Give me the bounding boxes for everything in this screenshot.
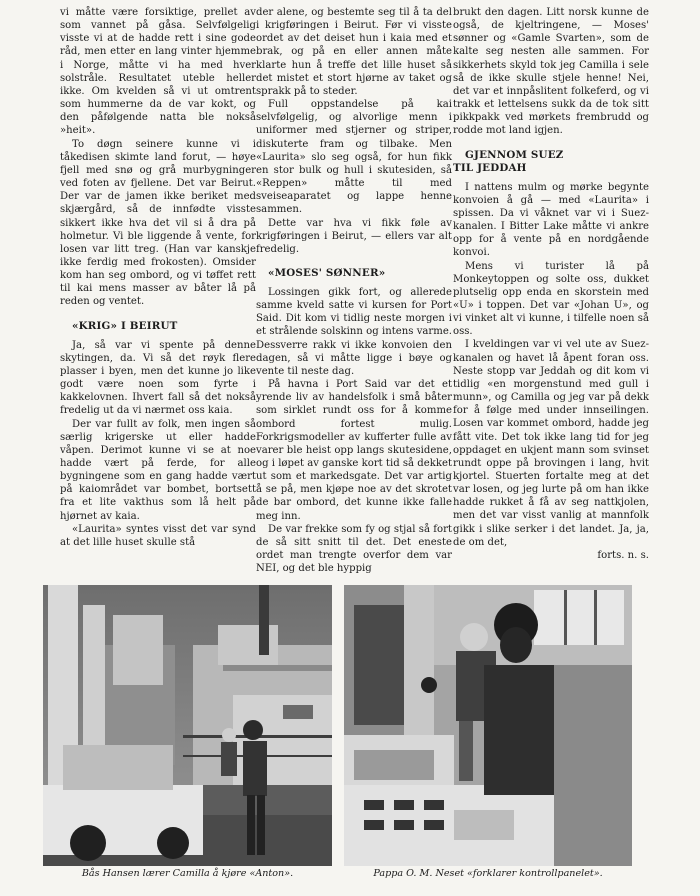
section-heading-moses: «MOSES' SØNNER»	[268, 266, 386, 279]
paragraph: De var frekke som fy og stjal så fort de så sitt snitt til det. Det eneste ordet man trengte overfor dem var NEI, og det ble hyppig	[256, 523, 452, 575]
photo-forklift	[43, 585, 332, 866]
paragraph: Mens vi turister lå på Monkeytoppen og solte oss, dukket plutselig opp enda en skorstein med «U» i toppen. Det var «Johan U», og vi vinket alt vi kunne, i tilfelle noen så oss.	[453, 260, 649, 338]
forklift-photo-image	[43, 585, 332, 866]
paragraph: Full oppstandelse på kai selvfølgelig, og alvorlige menn i uniformer med stjerner og striper, diskuterte fram og tilbake. Men «Laurita» slo seg også, for hun fikk en stor bulk og hull i skutesiden, så «Reppen» måtte til med sveiseaparatet og lappe henne sammen.	[256, 99, 452, 216]
section-heading-beirut: «KRIG» I BEIRUT	[72, 319, 178, 332]
paragraph: der alene, og bestemte seg til å ta del i krigføringen i Beirut. Før vi visste ordet av det deiset hun i kaia med et brak, og på en eller annen måte klarte hun å treffe det lille huset så det mistet et stort hjørne av taket og sprakk på to steder.	[256, 7, 452, 97]
paragraph: På havna i Port Said var det et yrende liv av handelsfolk i små båter som sirklet rundt oss for å komme ombord fortest mulig. Forkrigsmodeller av kufferter fulle av varer ble heist opp langs skutesidene, og i løpet av ganske kort tid så dekket ut som et markedsgate. Det var artig å se på, men kjøpe noe av det skrotet de bar ombord, det kunne ikke falle meg inn.	[256, 379, 452, 522]
photo-control-panel	[344, 585, 632, 866]
column-2	[256, 6, 452, 575]
paragraph: vi måtte være forsiktige, prellet av som vannet på gåsa. Selvfølgelig visste vi at de hadde rett i sine gode råd, men etter en lang vinter hjemme i Norge, måtte vi ha med hver solstråle. Resultatet uteble heller ikke. Om kvelden så vi ut omtrent som hummerne da de var kokt, og den påfølgende natta ble nokså »heit».	[60, 7, 256, 137]
caption-left: Bås Hansen lærer Camilla å kjøre «Anton».	[81, 868, 294, 879]
control-panel-photo-image	[344, 585, 632, 866]
continued-note: forts. n. s.	[597, 549, 649, 561]
paragraph: Lossingen gikk fort, og allerede samme kveld satte vi kursen for Port Said. Dit kom vi tidlig neste morgen i et strålende solskinn og intens varme. Dessverre rakk vi ikke konvoien den dagen, så vi måtte ligge i bøye og vente til neste dag.	[256, 286, 452, 377]
paragraph: To døgn seinere kunne vi i tåkedisen skimte land forut, — høye fjell med snø og grå murbygninger ved foten av fjellene. Det var Beirut. Der var de jamen ikke beriket med skjærgård, så de innfødte visste sikkert ikke hva det vil si å dra på holmetur. Vi ble liggende å vente, for losen var litt treg. (Han var kanskje ikke ferdig med frokosten). Omsider kom han seg ombord, og vi tøffet rett til kai mens masser av båter lå på reden og ventet.	[60, 138, 256, 308]
caption-right: Pappa O. M. Neset «forklarer kontrollpanelet».	[373, 868, 603, 879]
paragraph: «Laurita» syntes visst det var synd at det lille huset skulle stå	[60, 523, 256, 548]
column-3	[453, 6, 649, 562]
paragraph: I nattens mulm og mørke begynte konvoien å gå — med «Laurita» i spissen. Da vi våknet var vi i Suez-kanalen. I Bitter Lake måtte vi ankre opp for å vente på en nordgående konvoi.	[453, 181, 649, 259]
paragraph: Der var fullt av folk, men ingen så særlig krigerske ut eller hadde våpen. Derimot kunne vi se at noe hadde vært på ferde, for alle bygningene som en gang hadde vært på kaiområdet var bombet, bortsett fra et lite vakthus som lå helt på hjørnet av kaia.	[60, 418, 256, 522]
paragraph: Dette var hva vi fikk føle av krigføringen i Beirut, — ellers var alt fredelig.	[256, 217, 452, 255]
paragraph: brukt den dagen. Litt norsk kunne de også, de kjeltringene, — Moses' sønner og «Gamle Svarten», som de kalte seg nesten alle sammen. For sikkerhets skyld tok jeg Camilla i sele så de ikke skulle stjele henne! Nei, det var et innpåslitent folkeferd, og vi trakk et lettelsens sukk da de tok sitt pikkpakk ved mørkets frembrudd og rodde mot land igjen.	[453, 7, 649, 137]
section-heading-suez: GJENNOM SUEZ TIL JEDDAH	[453, 148, 564, 174]
column-1	[60, 6, 256, 549]
paragraph: I kveldingen var vi vel ute av Suez-kanalen og havet lå åpent foran oss. Neste stopp var Jeddah og dit kom vi tidlig «en morgenstund med gull i munn», og Camilla og jeg var på dekk for å følge med under innseilingen. Losen var kommet ombord, hadde jeg fått vite. Det tok ikke lang tid for jeg oppdaget en ukjent mann som svinset rundt oppe på brovingen i lang, hvit kjortel. Stuerten fortalte meg at det var losen, og jeg lurte på om han ikke hadde rukket å få av seg nattkjolen, men det var visst vanlig at mannfolk gikk i slike serker i det landet. Ja, ja, de om det,	[453, 339, 649, 548]
paragraph: Ja, så var vi spente på denne skytingen, da. Vi så det røyk flere plasser i byen, men det kunne jo like godt være noen som fyrte i kakkelovnen. Ihvert fall så det nokså fredelig ut da vi nærmet oss kaia.	[60, 339, 256, 417]
